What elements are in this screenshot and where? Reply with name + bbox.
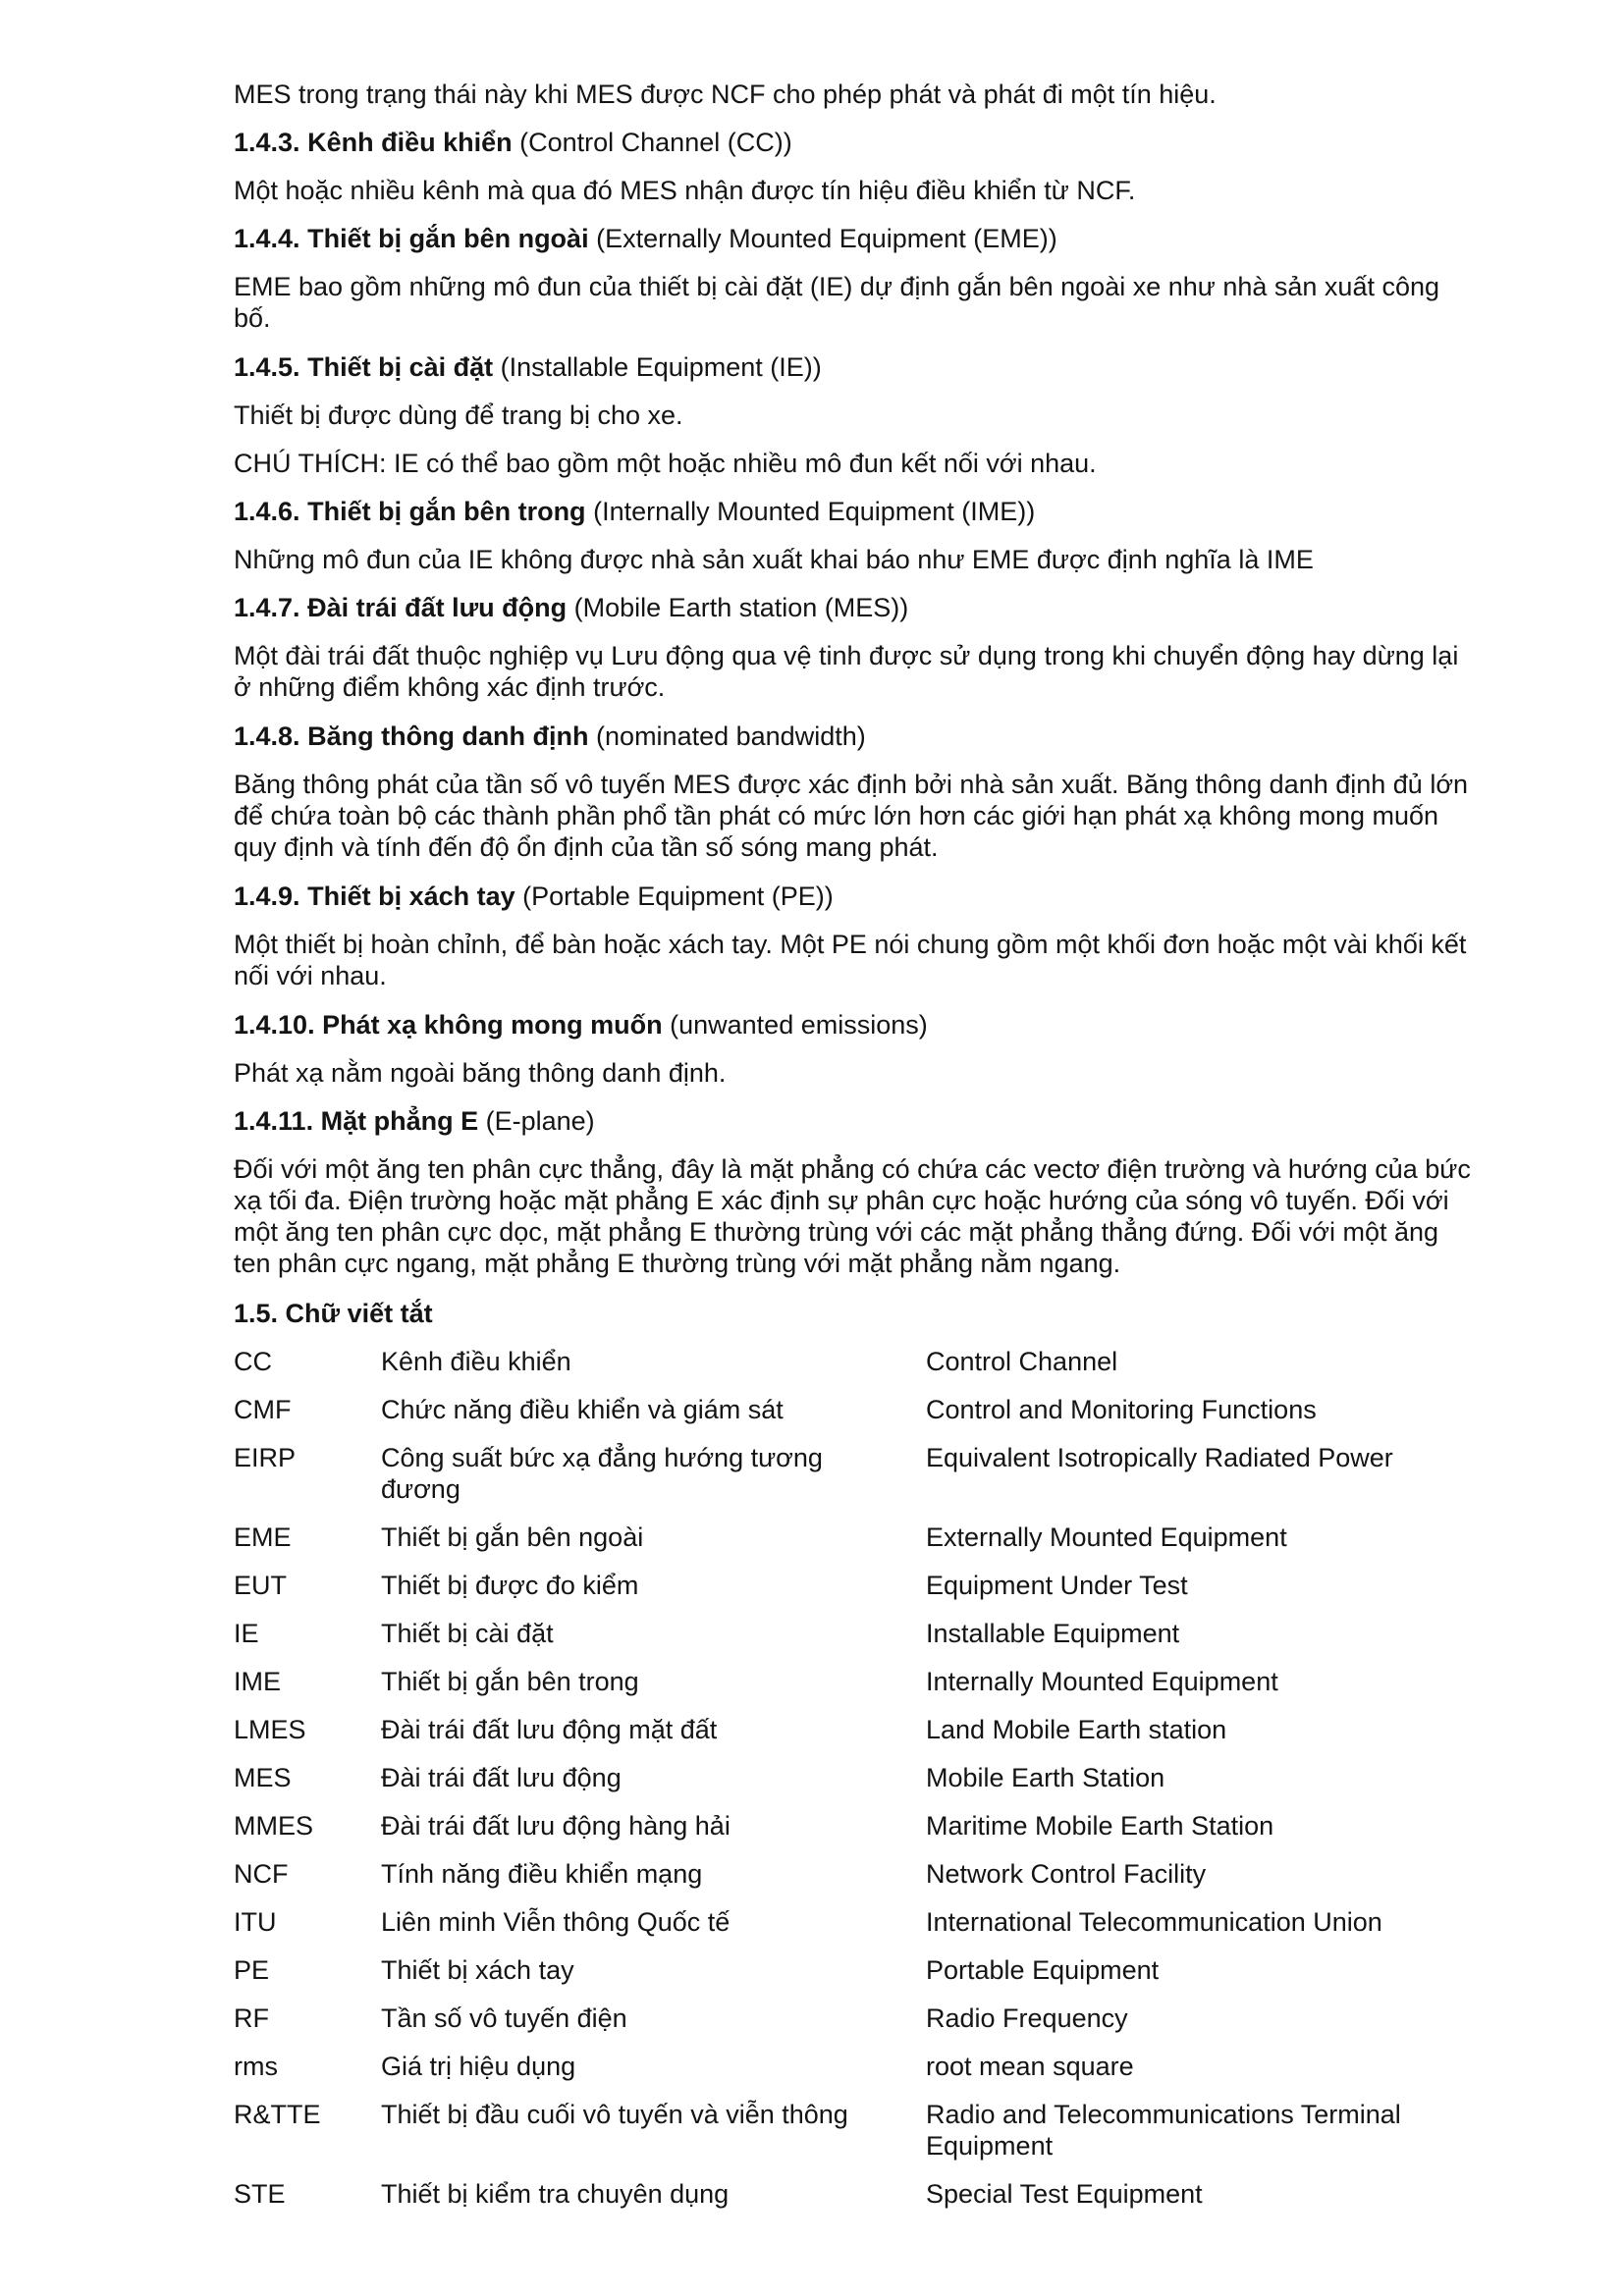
section-heading-1-4-5 bbox=[234, 351, 1481, 383]
english-meaning: Mobile Earth Station bbox=[926, 1763, 1165, 1792]
section-paragraph: Băng thông phát của tần số vô tuyến MES được xác định bởi nhà sản xuất. Băng thông danh định đủ lớn để chứa toàn bộ các thành phần phổ tần phát có mức lớn hơn các giới hạn phát xạ không mong muốn quy định và tính đến độ ổn định của tần số sóng mang phát. bbox=[234, 770, 1469, 862]
section-number: 1.4.4. bbox=[234, 224, 300, 253]
abbreviation: STE bbox=[234, 2179, 286, 2209]
vietnamese-meaning: Thiết bị gắn bên ngoài bbox=[381, 1522, 644, 1552]
abbreviation: RF bbox=[234, 2003, 269, 2033]
section-english-term: (Control Channel (CC)) bbox=[519, 128, 792, 157]
section-paragraph: Những mô đun của IE không được nhà sản xuất khai báo như EME được định nghĩa là IME bbox=[234, 545, 1314, 574]
abbreviation: EUT bbox=[234, 1571, 287, 1600]
english-meaning: Installable Equipment bbox=[926, 1619, 1180, 1648]
section-number: 1.4.9. bbox=[234, 881, 300, 911]
english-meaning: root mean square bbox=[926, 2052, 1134, 2081]
vietnamese-meaning: Chức năng điều khiển và giám sát bbox=[381, 1395, 784, 1424]
section-english-term: (Installable Equipment (IE)) bbox=[500, 352, 822, 382]
vietnamese-meaning: Đài trái đất lưu động bbox=[381, 1763, 622, 1792]
abbreviation: PE bbox=[234, 1955, 270, 1985]
section-english-term: (Portable Equipment (PE)) bbox=[522, 881, 834, 911]
section-heading-1-4-4 bbox=[234, 223, 1481, 254]
section-term: Thiết bị gắn bên ngoài bbox=[307, 224, 589, 253]
english-meaning: Portable Equipment bbox=[926, 1955, 1160, 1985]
abbreviation: EME bbox=[234, 1522, 292, 1552]
abbreviation: IE bbox=[234, 1619, 259, 1648]
section-number: 1.4.6. bbox=[234, 497, 300, 526]
section-paragraph: Một hoặc nhiều kênh mà qua đó MES nhận được tín hiệu điều khiển từ NCF. bbox=[234, 176, 1136, 205]
english-meaning: Radio Frequency bbox=[926, 2003, 1128, 2033]
section-paragraph: Đối với một ăng ten phân cực thẳng, đây là mặt phẳng có chứa các vectơ điện trường và hướng của bức xạ tối đa. Điện trường hoặc mặt phẳng E xác định sự phân cực hoặc hướng của sóng vô tuyến. Đối với một ăng ten phân cực dọc, mặt phẳng E thường trùng với các mặt phẳng thẳng đứng. Đối với một ăng ten phân cực ngang, mặt phẳng E thường trùng với mặt phẳng nằm ngang. bbox=[234, 1154, 1471, 1278]
section-english-term: (Mobile Earth station (MES)) bbox=[573, 593, 909, 622]
section-note: CHÚ THÍCH: IE có thể bao gồm một hoặc nhiều mô đun kết nối với nhau. bbox=[234, 449, 1097, 478]
section-number: 1.4.8. bbox=[234, 721, 300, 751]
section-english-term: (unwanted emissions) bbox=[670, 1010, 928, 1040]
section-paragraph: Một thiết bị hoàn chỉnh, để bàn hoặc xách tay. Một PE nói chung gồm một khối đơn hoặc một vài khối kết nối với nhau. bbox=[234, 930, 1467, 990]
intro-paragraph: MES trong trạng thái này khi MES được NCF cho phép phát và phát đi một tín hiệu. bbox=[234, 80, 1217, 109]
abbreviation: IME bbox=[234, 1667, 282, 1696]
english-meaning: Radio and Telecommunications Terminal Equipment bbox=[926, 2100, 1401, 2161]
english-meaning: Network Control Facility bbox=[926, 1859, 1207, 1889]
vietnamese-meaning: Thiết bị cài đặt bbox=[381, 1619, 554, 1648]
abbreviation: NCF bbox=[234, 1859, 289, 1889]
abbreviation: ITU bbox=[234, 1907, 277, 1937]
english-meaning: Control and Monitoring Functions bbox=[926, 1395, 1317, 1424]
section-term: Phát xạ không mong muốn bbox=[322, 1010, 663, 1040]
english-meaning: Control Channel bbox=[926, 1347, 1118, 1376]
section-term: Băng thông danh định bbox=[307, 721, 589, 751]
vietnamese-meaning: Thiết bị xách tay bbox=[381, 1955, 574, 1985]
section-english-term: (nominated bandwidth) bbox=[596, 721, 866, 751]
section-number: 1.4.5. bbox=[234, 352, 300, 382]
abbreviation: MMES bbox=[234, 1811, 313, 1841]
vietnamese-meaning: Công suất bức xạ đẳng hướng tương đương bbox=[381, 1443, 823, 1504]
english-meaning: Internally Mounted Equipment bbox=[926, 1667, 1278, 1696]
abbreviation: LMES bbox=[234, 1715, 306, 1744]
english-meaning: Maritime Mobile Earth Station bbox=[926, 1811, 1274, 1841]
section-english-term: (Externally Mounted Equipment (EME)) bbox=[596, 224, 1057, 253]
vietnamese-meaning: Liên minh Viễn thông Quốc tế bbox=[381, 1907, 731, 1937]
vietnamese-meaning: Kênh điều khiển bbox=[381, 1347, 571, 1376]
vietnamese-meaning: Tần số vô tuyến điện bbox=[381, 2003, 627, 2033]
vietnamese-meaning: Thiết bị gắn bên trong bbox=[381, 1667, 639, 1696]
vietnamese-meaning: Giá trị hiệu dụng bbox=[381, 2052, 576, 2081]
english-meaning: Equipment Under Test bbox=[926, 1571, 1188, 1600]
section-heading-1-4-10 bbox=[234, 1009, 1481, 1041]
abbreviation: MES bbox=[234, 1763, 292, 1792]
english-meaning: Externally Mounted Equipment bbox=[926, 1522, 1287, 1552]
abbreviation: R&TTE bbox=[234, 2100, 321, 2129]
english-meaning: International Telecommunication Union bbox=[926, 1907, 1382, 1937]
section-term: Thiết bị cài đặt bbox=[307, 352, 494, 382]
english-meaning: Equivalent Isotropically Radiated Power bbox=[926, 1443, 1393, 1472]
section-term: Thiết bị gắn bên trong bbox=[307, 497, 586, 526]
section-number: 1.4.10. bbox=[234, 1010, 315, 1040]
vietnamese-meaning: Đài trái đất lưu động hàng hải bbox=[381, 1811, 731, 1841]
abbreviation: CMF bbox=[234, 1395, 292, 1424]
abbreviation: CC bbox=[234, 1347, 272, 1376]
section-paragraph: Thiết bị được dùng để trang bị cho xe. bbox=[234, 400, 683, 430]
section-english-term: (E-plane) bbox=[485, 1106, 595, 1136]
vietnamese-meaning: Tính năng điều khiển mạng bbox=[381, 1859, 703, 1889]
vietnamese-meaning: Thiết bị kiểm tra chuyên dụng bbox=[381, 2179, 730, 2209]
english-meaning: Special Test Equipment bbox=[926, 2179, 1203, 2209]
english-meaning: Land Mobile Earth station bbox=[926, 1715, 1227, 1744]
section-term: Thiết bị xách tay bbox=[307, 881, 515, 911]
section-number: 1.4.3. bbox=[234, 128, 300, 157]
section-paragraph: EME bao gồm những mô đun của thiết bị cài đặt (IE) dự định gắn bên ngoài xe như nhà sản xuất công bố. bbox=[234, 272, 1440, 333]
section-number: 1.4.7. bbox=[234, 593, 300, 622]
section-term: Đài trái đất lưu động bbox=[307, 593, 568, 622]
vietnamese-meaning: Đài trái đất lưu động mặt đất bbox=[381, 1715, 718, 1744]
section-english-term: (Internally Mounted Equipment (IME)) bbox=[593, 497, 1036, 526]
section-heading-1-4-8 bbox=[234, 721, 1481, 752]
section-term: Kênh điều khiển bbox=[307, 128, 513, 157]
vietnamese-meaning: Thiết bị đầu cuối vô tuyến và viễn thông bbox=[381, 2100, 848, 2129]
section-number: 1.4.11. bbox=[234, 1106, 314, 1136]
section-paragraph: Phát xạ nằm ngoài băng thông danh định. bbox=[234, 1058, 727, 1088]
section-heading-1-4-3 bbox=[234, 127, 1481, 158]
section-heading-1-4-9 bbox=[234, 881, 1481, 912]
section-heading-1-4-6 bbox=[234, 496, 1481, 527]
vietnamese-meaning: Thiết bị được đo kiểm bbox=[381, 1571, 639, 1600]
section-paragraph: Một đài trái đất thuộc nghiệp vụ Lưu động qua vệ tinh được sử dụng trong khi chuyển động hay dừng lại ở những điểm không xác định trước. bbox=[234, 641, 1459, 702]
section-heading-1-4-11 bbox=[234, 1105, 1481, 1137]
abbreviation: EIRP bbox=[234, 1443, 297, 1472]
abbreviations-heading: 1.5. Chữ viết tắt bbox=[234, 1299, 433, 1328]
section-heading-1-4-7 bbox=[234, 592, 1481, 623]
abbreviation: rms bbox=[234, 2052, 278, 2081]
section-term: Mặt phẳng E bbox=[320, 1106, 479, 1136]
